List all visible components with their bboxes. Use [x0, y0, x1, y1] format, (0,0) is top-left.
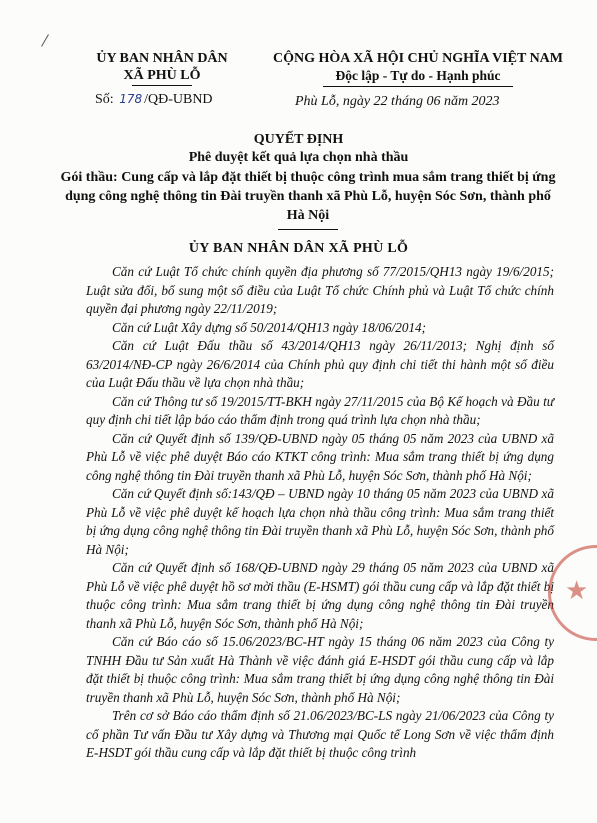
title-underline	[278, 229, 338, 230]
paragraph: Căn cứ Báo cáo số 15.06/2023/BC-HT ngày 15 tháng 06 năm 2023 của Công ty TNHH Đầu tư Sản xuất Hà Thành về việc đánh giá E-HSDT gói thầu cung cấp và lắp đặt thiết bị thuộc công trình: Mua sắm trang thiết bị ứng dụng công nghệ thông tin Đài truyền thanh xã Phù Lỗ, huyện Sóc Sơn, thành phố Hà Nội;	[86, 634, 554, 705]
paragraph: Căn cứ Luật Đấu thầu số 43/2014/QH13 ngày 26/11/2013; Nghị định số 63/2014/NĐ-CP ngày 26/6/2014 của Chính phủ quy định chi tiết thi hành một số điều của Luật Đấu thầu về lựa chọn nhà thầu;	[86, 338, 554, 390]
paragraph: Căn cứ Luật Tổ chức chính quyền địa phương số 77/2015/QH13 ngày 19/6/2015; Luật sửa đổi, bổ sung một số điều của Luật Tổ chức Chính phủ và Luật Tổ chức chính quyền đại phương ngày 22/11/2019;	[86, 264, 554, 316]
package-text: Gói thầu: Cung cấp và lắp đặt thiết bị thuộc công trình mua sắm trang thiết bị ứng dụng công nghệ thông tin Đài truyền thanh xã Phù Lỗ, huyện Sóc Sơn, thành phố Hà Nội	[60, 170, 556, 223]
doc-subject: Phê duyệt kết quả lựa chọn nhà thầu	[188, 150, 409, 165]
doc-type: QUYẾT ĐỊNH	[253, 132, 344, 147]
motto-underline	[323, 86, 513, 87]
issuing-org	[72, 50, 252, 86]
package-title	[58, 168, 558, 230]
paragraph: Căn cứ Quyết định số 168/QĐ-UBND ngày 29 tháng 05 năm 2023 của UBND xã Phù Lỗ về việc phê duyệt hồ sơ mời thầu (E-HSMT) gói thầu cung cấp và lắp đặt thiết bị thuộc công trình: Mua sắm trang thiết bị ứng dụng công nghệ thông tin Đài truyền thanh xã Phù Lỗ, huyện Sóc Sơn, thành phố Hà Nội;	[86, 560, 554, 631]
paragraph: Căn cứ Quyết định số 139/QĐ-UBND ngày 05 tháng 05 năm 2023 của UBND xã Phù Lỗ về việc phê duyệt Báo cáo KTKT công trình: Mua sắm trang thiết bị ứng dụng công nghệ thông tin Đài truyền thanh xã Phù Lỗ, huyện Sóc Sơn, thành phố Hà Nội;	[86, 430, 554, 483]
so-suffix: /QĐ-UBND	[144, 92, 213, 107]
paragraph: Căn cứ Luật Xây dựng số 50/2014/QH13 ngày 18/06/2014;	[112, 319, 427, 335]
seal-star-icon: ★	[565, 576, 589, 605]
document-number	[95, 92, 213, 108]
paragraph: Căn cứ Quyết định số:143/QĐ – UBND ngày 10 tháng 05 năm 2023 của UBND xã Phù Lỗ về việc phê duyệt kế hoạch lựa chọn nhà thầu công trình: Mua sắm trang thiết bị ứng dụng công nghệ thông tin Đài truyền thanh xã Phù Lỗ, huyện Sóc Sơn, thành phố Hà Nội;	[86, 486, 554, 557]
paragraph: Trên cơ sở Báo cáo thẩm định số 21.06/2023/BC-LS ngày 21/06/2023 của Công ty cổ phần Tư vấn Đầu tư Xây dựng và Thương mại Quốc tế Long Sơn về việc thẩm định E-HSDT gói thầu cung cấp và lắp đặt thiết bị thuộc công trình	[86, 708, 554, 760]
document-body	[86, 263, 554, 763]
country-name: CỘNG HÒA XÃ HỘI CHỦ NGHĨA VIỆT NAM	[272, 51, 563, 66]
so-label: Số:	[95, 92, 114, 107]
paragraph: Căn cứ Thông tư số 19/2015/TT-BKH ngày 27/11/2015 của Bộ Kế hoạch và Đầu tư quy định chi tiết lập báo cáo thẩm định trong quá trình lựa chọn nhà thầu;	[86, 393, 554, 427]
pen-mark	[41, 34, 49, 47]
national-header	[258, 50, 578, 87]
org-line2: XÃ PHÙ LỖ	[123, 68, 201, 83]
org-line1: ỦY BAN NHÂN DÂN	[96, 51, 228, 66]
red-seal-stamp	[548, 545, 597, 641]
authority-heading: ỦY BAN NHÂN DÂN XÃ PHÙ LỖ	[188, 241, 409, 256]
org-underline	[132, 85, 192, 86]
motto: Độc lập - Tự do - Hạnh phúc	[335, 68, 501, 83]
issue-date: Phù Lỗ, ngày 22 tháng 06 năm 2023	[295, 94, 500, 109]
so-number-handwritten: 178	[119, 92, 143, 106]
